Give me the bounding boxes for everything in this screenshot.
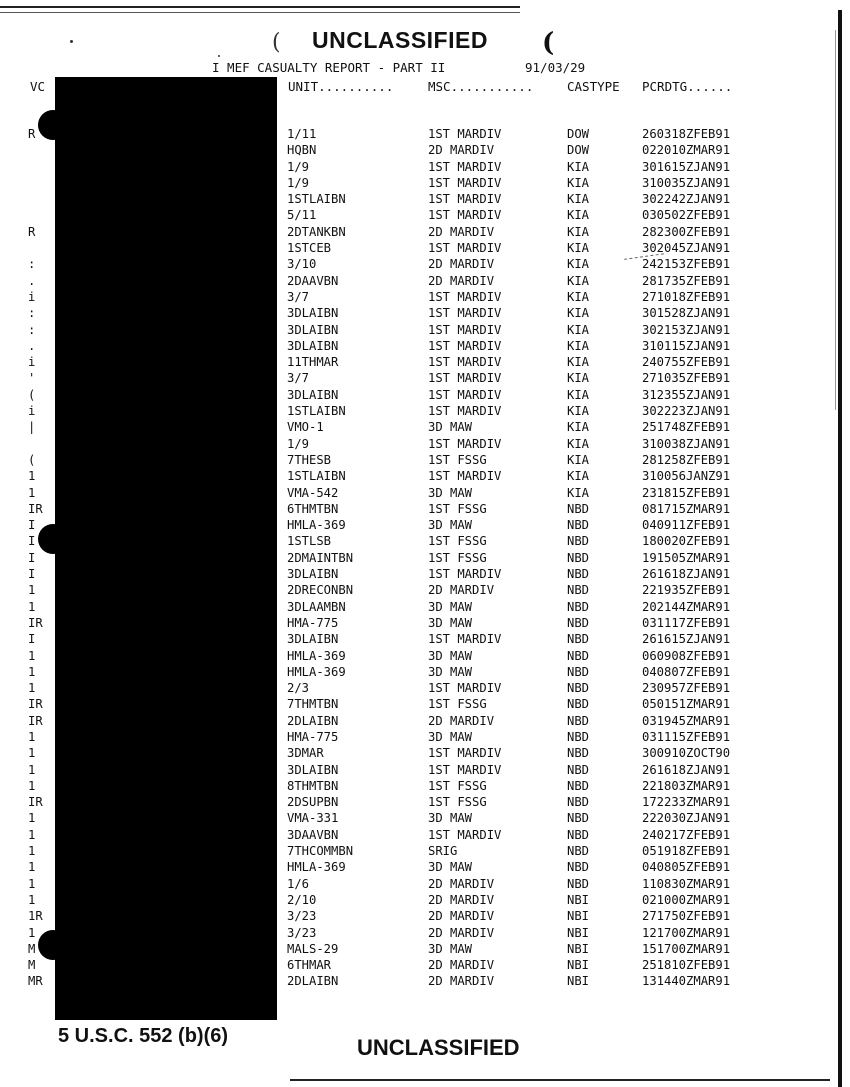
msc-cell: 1ST MARDIV [428, 387, 502, 402]
unit-cell: HMA-775 [287, 729, 339, 744]
castype-cell: KIA [567, 469, 590, 484]
msc-cell: 1ST FSSG [428, 795, 487, 810]
row-left-fragment: MR [28, 974, 43, 989]
pcrdtg-cell: 261618ZJAN91 [642, 567, 731, 582]
unit-cell: 2DLAIBN [287, 974, 339, 989]
msc-cell: 1ST FSSG [428, 778, 487, 793]
msc-cell: 3D MAW [428, 599, 473, 614]
castype-cell: NBD [567, 811, 590, 826]
unit-cell: 2DLAIBN [287, 713, 339, 728]
unit-cell: 1/9 [287, 175, 310, 190]
column-header-left: VC [30, 79, 46, 94]
pcrdtg-cell: 110830ZMAR91 [642, 876, 731, 891]
msc-cell: 2D MARDIV [428, 974, 495, 989]
row-left-fragment: 1 [28, 925, 36, 940]
castype-cell: KIA [567, 387, 590, 402]
msc-cell: SRIG [428, 844, 458, 859]
castype-cell: NBD [567, 681, 590, 696]
unit-cell: HMLA-369 [287, 664, 346, 679]
unit-cell: 3DLAIBN [287, 567, 339, 582]
castype-cell: KIA [567, 306, 590, 321]
unit-cell: VMO-1 [287, 420, 324, 435]
castype-cell: DOW [567, 127, 590, 141]
row-left-fragment: 1 [28, 778, 36, 793]
pcrdtg-cell: 302045ZJAN91 [642, 241, 731, 256]
row-left-fragment: R [28, 127, 36, 141]
row-left-fragment: IR [28, 501, 43, 516]
msc-cell: 3D MAW [428, 615, 473, 630]
pcrdtg-cell: 050151ZMAR91 [642, 697, 731, 712]
pcrdtg-cell: 301528ZJAN91 [642, 306, 731, 321]
pcrdtg-cell: 242153ZFEB91 [642, 257, 731, 272]
msc-cell: 3D MAW [428, 860, 473, 875]
castype-cell: DOW [567, 143, 590, 158]
unit-cell: 2DSUPBN [287, 795, 339, 810]
castype-cell: NBI [567, 958, 590, 973]
row-left-fragment: . [28, 273, 36, 288]
msc-cell: 2D MARDIV [428, 876, 495, 891]
msc-cell: 1ST MARDIV [428, 681, 502, 696]
report-title: I MEF CASUALTY REPORT - PART II [212, 60, 446, 75]
row-left-fragment: 1R [28, 909, 43, 924]
row-left-fragment: I [28, 632, 36, 647]
pcrdtg-cell: 191505ZMAR91 [642, 550, 731, 565]
castype-cell: NBD [567, 534, 590, 549]
castype-cell: NBD [567, 567, 590, 582]
unit-cell: 3DLAIBN [287, 632, 339, 647]
msc-cell: 3D MAW [428, 485, 473, 500]
pcrdtg-cell: 121700ZMAR91 [642, 925, 731, 940]
castype-cell: NBD [567, 648, 590, 663]
pcrdtg-cell: 312355ZJAN91 [642, 387, 731, 402]
pcrdtg-cell: 282300ZFEB91 [642, 224, 731, 239]
pcrdtg-cell: 281258ZFEB91 [642, 452, 731, 467]
row-left-fragment: IR [28, 615, 43, 630]
unit-cell: 2DRECONBN [287, 583, 354, 598]
row-left-fragment: i [28, 355, 36, 370]
row-left-fragment: . [28, 338, 36, 353]
punch-hole [38, 524, 68, 554]
castype-cell: NBD [567, 844, 590, 859]
unit-cell: MALS-29 [287, 941, 339, 956]
msc-cell: 1ST MARDIV [428, 338, 502, 353]
row-left-fragment: | [28, 420, 36, 435]
castype-cell: NBD [567, 664, 590, 679]
unit-cell: HMLA-369 [287, 860, 346, 875]
row-left-fragment: IR [28, 795, 43, 810]
pcrdtg-cell: 260318ZFEB91 [642, 127, 731, 141]
row-left-fragment: 1 [28, 876, 36, 891]
unit-cell: 5/11 [287, 208, 317, 223]
classification-banner-top: UNCLASSIFIED [312, 27, 488, 53]
row-left-fragment: M [28, 958, 36, 973]
unit-cell: 3DLAIBN [287, 322, 339, 337]
report-date: 91/03/29 [525, 60, 586, 75]
row-left-fragment: IR [28, 713, 43, 728]
castype-cell: NBD [567, 713, 590, 728]
unit-cell: 3/7 [287, 289, 310, 304]
castype-cell: KIA [567, 192, 590, 207]
pcrdtg-cell: 231815ZFEB91 [642, 485, 731, 500]
row-left-fragment: 1 [28, 648, 36, 663]
msc-cell: 2D MARDIV [428, 925, 495, 940]
pcrdtg-cell: 172233ZMAR91 [642, 795, 731, 810]
msc-cell: 1ST MARDIV [428, 469, 502, 484]
castype-cell: NBI [567, 974, 590, 989]
msc-cell: 1ST FSSG [428, 550, 487, 565]
row-left-fragment: 1 [28, 583, 36, 598]
top-rule [0, 6, 520, 8]
row-left-fragment: 1 [28, 746, 36, 761]
pcrdtg-cell: 251810ZFEB91 [642, 958, 731, 973]
unit-cell: VMA-542 [287, 485, 339, 500]
pcrdtg-cell: 240755ZFEB91 [642, 355, 731, 370]
msc-cell: 2D MARDIV [428, 958, 495, 973]
castype-cell: NBD [567, 501, 590, 516]
castype-cell: KIA [567, 452, 590, 467]
pcrdtg-cell: 031115ZFEB91 [642, 729, 731, 744]
msc-cell: 3D MAW [428, 729, 473, 744]
unit-cell: 3/23 [287, 909, 317, 924]
row-left-fragment: R [28, 224, 36, 239]
pcrdtg-cell: 040807ZFEB91 [642, 664, 731, 679]
msc-cell: 1ST MARDIV [428, 371, 502, 386]
msc-cell: 1ST MARDIV [428, 355, 502, 370]
pcrdtg-cell: 021000ZMAR91 [642, 892, 731, 907]
unit-cell: HMLA-369 [287, 518, 346, 533]
unit-cell: 7THESB [287, 452, 332, 467]
row-left-fragment: i [28, 289, 36, 304]
pcrdtg-cell: 261615ZJAN91 [642, 632, 731, 647]
punch-hole [38, 930, 68, 960]
unit-cell: 3DLAIBN [287, 387, 339, 402]
pcrdtg-cell: 310115ZJAN91 [642, 338, 731, 353]
msc-cell: 1ST MARDIV [428, 192, 502, 207]
castype-cell: NBD [567, 827, 590, 842]
castype-cell: KIA [567, 208, 590, 223]
pcrdtg-cell: 271018ZFEB91 [642, 289, 731, 304]
unit-cell: 7THMTBN [287, 697, 339, 712]
unit-cell: 11THMAR [287, 355, 339, 370]
row-left-fragment: i [28, 404, 36, 419]
msc-cell: 3D MAW [428, 664, 473, 679]
row-left-fragment: 1 [28, 469, 36, 484]
row-left-fragment: 1 [28, 860, 36, 875]
unit-cell: 3DLAIBN [287, 762, 339, 777]
pcrdtg-cell: 310056JANZ91 [642, 469, 731, 484]
row-left-fragment: IR [28, 697, 43, 712]
top-rule-thin [0, 12, 520, 13]
stray-mark-left: ( [272, 30, 281, 55]
unit-cell: 1STCEB [287, 241, 332, 256]
castype-cell: NBD [567, 632, 590, 647]
unit-cell: HMLA-369 [287, 648, 346, 663]
castype-cell: NBD [567, 518, 590, 533]
msc-cell: 2D MARDIV [428, 583, 495, 598]
castype-cell: NBD [567, 729, 590, 744]
msc-cell: 1ST FSSG [428, 452, 487, 467]
unit-cell: 1/6 [287, 876, 310, 891]
castype-cell: NBD [567, 599, 590, 614]
unit-cell: 3/10 [287, 257, 317, 272]
msc-cell: 2D MARDIV [428, 713, 495, 728]
msc-cell: 1ST MARDIV [428, 632, 502, 647]
unit-cell: 1STLAIBN [287, 469, 346, 484]
pcrdtg-cell: 300910ZOCT90 [642, 746, 731, 761]
msc-cell: 2D MARDIV [428, 909, 495, 924]
castype-cell: KIA [567, 420, 590, 435]
unit-cell: 1STLSB [287, 534, 332, 549]
pcrdtg-cell: 240217ZFEB91 [642, 827, 731, 842]
column-header-castype: CASTYPE [567, 79, 620, 94]
row-left-fragment: I [28, 518, 36, 533]
msc-cell: 1ST MARDIV [428, 322, 502, 337]
msc-cell: 1ST MARDIV [428, 567, 502, 582]
msc-cell: 1ST MARDIV [428, 208, 502, 223]
castype-cell: KIA [567, 371, 590, 386]
punch-hole [38, 110, 68, 140]
unit-cell: 3DLAIBN [287, 306, 339, 321]
castype-cell: KIA [567, 338, 590, 353]
pcrdtg-cell: 271750ZFEB91 [642, 909, 731, 924]
unit-cell: 3DLAIBN [287, 338, 339, 353]
redaction-block [55, 77, 277, 1020]
row-left-fragment: : [28, 322, 36, 337]
castype-cell: KIA [567, 257, 590, 272]
castype-cell: NBI [567, 892, 590, 907]
msc-cell: 3D MAW [428, 941, 473, 956]
unit-cell: 1STLAIBN [287, 192, 346, 207]
msc-cell: 1ST MARDIV [428, 159, 502, 174]
castype-cell: NBD [567, 795, 590, 810]
msc-cell: 3D MAW [428, 811, 473, 826]
unit-cell: VMA-331 [287, 811, 339, 826]
unit-cell: 6THMAR [287, 958, 332, 973]
msc-cell: 1ST FSSG [428, 501, 487, 516]
unit-cell: 1/9 [287, 159, 310, 174]
pcrdtg-cell: 302153ZJAN91 [642, 322, 731, 337]
castype-cell: KIA [567, 322, 590, 337]
row-left-fragment: I [28, 567, 36, 582]
msc-cell: 1ST MARDIV [428, 762, 502, 777]
castype-cell: KIA [567, 224, 590, 239]
msc-cell: 1ST MARDIV [428, 404, 502, 419]
castype-cell: NBD [567, 778, 590, 793]
pcrdtg-cell: 151700ZMAR91 [642, 941, 731, 956]
pcrdtg-cell: 031945ZMAR91 [642, 713, 731, 728]
row-left-fragment: 1 [28, 729, 36, 744]
unit-cell: 3/23 [287, 925, 317, 940]
pcrdtg-cell: 040805ZFEB91 [642, 860, 731, 875]
castype-cell: NBD [567, 762, 590, 777]
pcrdtg-cell: 281735ZFEB91 [642, 273, 731, 288]
castype-cell: KIA [567, 436, 590, 451]
msc-cell: 2D MARDIV [428, 273, 495, 288]
row-left-fragment: ( [28, 452, 36, 467]
row-left-fragment: I [28, 550, 36, 565]
pcrdtg-cell: 301615ZJAN91 [642, 159, 731, 174]
unit-cell: 2DTANKBN [287, 224, 346, 239]
castype-cell: KIA [567, 404, 590, 419]
pcrdtg-cell: 081715ZMAR91 [642, 501, 731, 516]
pcrdtg-cell: 221803ZMAR91 [642, 778, 731, 793]
row-left-fragment: ( [28, 387, 36, 402]
pcrdtg-cell: 261618ZJAN91 [642, 762, 731, 777]
unit-cell: 1/9 [287, 436, 310, 451]
pcrdtg-cell: 302223ZJAN91 [642, 404, 731, 419]
castype-cell: NBD [567, 876, 590, 891]
msc-cell: 1ST MARDIV [428, 306, 502, 321]
castype-cell: KIA [567, 159, 590, 174]
msc-cell: 1ST MARDIV [428, 241, 502, 256]
castype-cell: KIA [567, 289, 590, 304]
column-header-unit: UNIT.......... [288, 79, 394, 94]
row-left-fragment: 1 [28, 681, 36, 696]
row-left-fragment: ' [28, 371, 36, 386]
msc-cell: 1ST FSSG [428, 534, 487, 549]
bottom-rule [290, 1079, 830, 1081]
classification-banner-bottom: UNCLASSIFIED [357, 1035, 520, 1060]
unit-cell: 1/11 [287, 127, 317, 141]
speck [218, 55, 220, 57]
row-left-fragment: 1 [28, 827, 36, 842]
unit-cell: 3DLAAMBN [287, 599, 346, 614]
pcrdtg-cell: 060908ZFEB91 [642, 648, 731, 663]
speck [70, 40, 73, 43]
pcrdtg-cell: 031117ZFEB91 [642, 615, 731, 630]
row-left-fragment: 1 [28, 664, 36, 679]
castype-cell: KIA [567, 241, 590, 256]
msc-cell: 1ST MARDIV [428, 827, 502, 842]
msc-cell: 2D MARDIV [428, 224, 495, 239]
unit-cell: 1STLAIBN [287, 404, 346, 419]
msc-cell: 1ST MARDIV [428, 436, 502, 451]
castype-cell: NBD [567, 550, 590, 565]
column-header-msc: MSC........... [428, 79, 534, 94]
castype-cell: KIA [567, 355, 590, 370]
row-left-fragment: 1 [28, 811, 36, 826]
foia-exemption-label: 5 U.S.C. 552 (b)(6) [58, 1025, 229, 1047]
row-left-fragment: 1 [28, 485, 36, 500]
unit-cell: 2DAAVBN [287, 273, 339, 288]
pcrdtg-cell: 310038ZJAN91 [642, 436, 731, 451]
row-left-fragment: : [28, 306, 36, 321]
pcrdtg-cell: 030502ZFEB91 [642, 208, 731, 223]
msc-cell: 1ST FSSG [428, 697, 487, 712]
castype-cell: KIA [567, 175, 590, 190]
pcrdtg-cell: 222030ZJAN91 [642, 811, 731, 826]
unit-cell: 2/10 [287, 892, 317, 907]
castype-cell: NBI [567, 909, 590, 924]
unit-cell: 2DMAINTBN [287, 550, 354, 565]
castype-cell: NBI [567, 925, 590, 940]
msc-cell: 1ST MARDIV [428, 289, 502, 304]
row-left-fragment: 1 [28, 844, 36, 859]
msc-cell: 3D MAW [428, 518, 473, 533]
pcrdtg-cell: 202144ZMAR91 [642, 599, 731, 614]
pcrdtg-cell: 271035ZFEB91 [642, 371, 731, 386]
unit-cell: HMA-775 [287, 615, 339, 630]
msc-cell: 3D MAW [428, 420, 473, 435]
unit-cell: HQBN [287, 143, 317, 158]
pcrdtg-cell: 022010ZMAR91 [642, 143, 731, 158]
pcrdtg-cell: 040911ZFEB91 [642, 518, 731, 533]
pcrdtg-cell: 131440ZMAR91 [642, 974, 731, 989]
pcrdtg-cell: 302242ZJAN91 [642, 192, 731, 207]
pcrdtg-cell: 251748ZFEB91 [642, 420, 731, 435]
msc-cell: 1ST MARDIV [428, 746, 502, 761]
unit-cell: 2/3 [287, 681, 310, 696]
msc-cell: 2D MARDIV [428, 257, 495, 272]
pcrdtg-cell: 310035ZJAN91 [642, 175, 731, 190]
row-left-fragment: : [28, 257, 36, 272]
unit-cell: 3DMAR [287, 746, 324, 761]
msc-cell: 2D MARDIV [428, 892, 495, 907]
unit-cell: 8THMTBN [287, 778, 339, 793]
msc-cell: 1ST MARDIV [428, 127, 502, 141]
unit-cell: 6THMTBN [287, 501, 339, 516]
castype-cell: NBD [567, 615, 590, 630]
castype-cell: NBD [567, 583, 590, 598]
castype-cell: KIA [567, 485, 590, 500]
row-left-fragment: 1 [28, 892, 36, 907]
pcrdtg-cell: 180020ZFEB91 [642, 534, 731, 549]
castype-cell: KIA [567, 273, 590, 288]
column-header-pcrdtg: PCRDTG...... [642, 79, 733, 94]
castype-cell: NBD [567, 860, 590, 875]
row-left-fragment: 1 [28, 762, 36, 777]
stray-mark-right: ( [542, 28, 555, 58]
row-left-fragment: 1 [28, 599, 36, 614]
unit-cell: 3/7 [287, 371, 310, 386]
pcrdtg-cell: 230957ZFEB91 [642, 681, 731, 696]
row-left-fragment: M [28, 941, 36, 956]
pcrdtg-cell: 051918ZFEB91 [642, 844, 731, 859]
msc-cell: 3D MAW [428, 648, 473, 663]
castype-cell: NBD [567, 697, 590, 712]
pcrdtg-cell: 221935ZFEB91 [642, 583, 731, 598]
unit-cell: 3DAAVBN [287, 827, 339, 842]
msc-cell: 2D MARDIV [428, 143, 495, 158]
castype-cell: NBD [567, 746, 590, 761]
castype-cell: NBI [567, 941, 590, 956]
row-left-fragment: I [28, 534, 36, 549]
msc-cell: 1ST MARDIV [428, 175, 502, 190]
unit-cell: 7THCOMMBN [287, 844, 354, 859]
